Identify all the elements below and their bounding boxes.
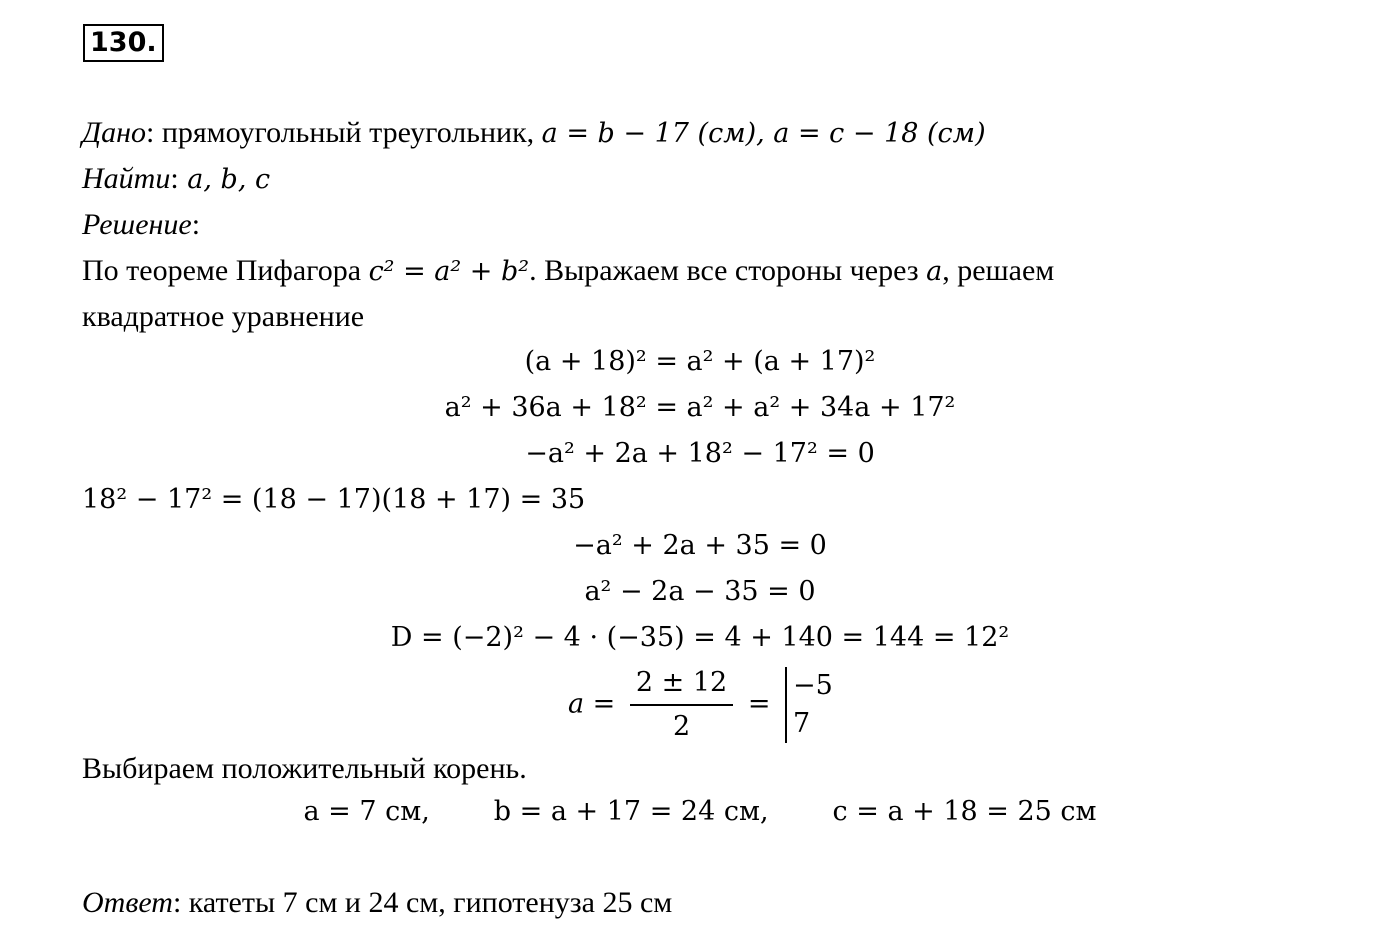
roots-fraction [630,664,733,746]
solution-colon: : [191,208,201,241]
result-c: c = a + 18 = 25 см [832,796,1097,827]
answer-line [82,886,672,920]
intro-text-c: , решаем [942,254,1055,287]
find-math: a, b, c [178,164,271,195]
root-1: −5 [793,670,833,701]
roots-cases [785,667,833,743]
answer-text: катеты 7 см и 24 см, гипотенуза 25 см [181,886,673,919]
choose-text: Выбираем положительный корень. [82,752,527,785]
equation-1: (a + 18)² = a² + (a + 17)² [524,346,876,377]
roots-equals: = [747,688,771,720]
find-colon: : [170,162,179,195]
intro-text-b: . Выражаем все стороны через [529,254,927,287]
find-label: Найти [82,162,171,195]
equation-6: a² − 2a − 35 = 0 [584,576,816,607]
answer-colon: : [172,886,182,919]
problem-number: 130. [83,24,164,62]
solution-label: Решение [82,208,192,241]
given-colon: : [145,116,155,149]
roots-lhs: a = [568,688,616,720]
given-label: Дано [82,116,146,149]
result-b: b = a + 17 = 24 см, [493,796,769,827]
result-a: a = 7 см, [303,796,430,827]
intro-text-a: По теореме Пифагора [82,254,369,287]
given-text: прямоугольный треугольник, [154,116,542,149]
roots-formula [568,664,833,746]
intro-variable: a [926,256,943,287]
pythagoras-formula: c² = a² + b² [368,256,530,287]
solution-heading [82,208,200,242]
answer-label: Ответ [82,886,173,919]
given-math: a = b − 17 (см), a = c − 18 (см) [541,118,986,149]
intro-line-1 [82,254,1054,288]
given-line [82,116,986,150]
discriminant: D = (−2)² − 4 · (−35) = 4 + 140 = 144 = 12² [390,622,1010,653]
results-line [0,796,1400,827]
equation-3: −a² + 2a + 18² − 17² = 0 [525,438,875,469]
fraction-denominator: 2 [672,711,691,742]
equation-4: 18² − 17² = (18 − 17)(18 + 17) = 35 [82,484,586,515]
find-line [82,162,270,196]
intro-line-2: квадратное уравнение [82,300,365,333]
root-2: 7 [793,708,811,739]
fraction-numerator: 2 ± 12 [630,664,733,706]
equation-5: −a² + 2a + 35 = 0 [573,530,827,561]
equation-2: a² + 36a + 18² = a² + a² + 34a + 17² [444,392,956,423]
